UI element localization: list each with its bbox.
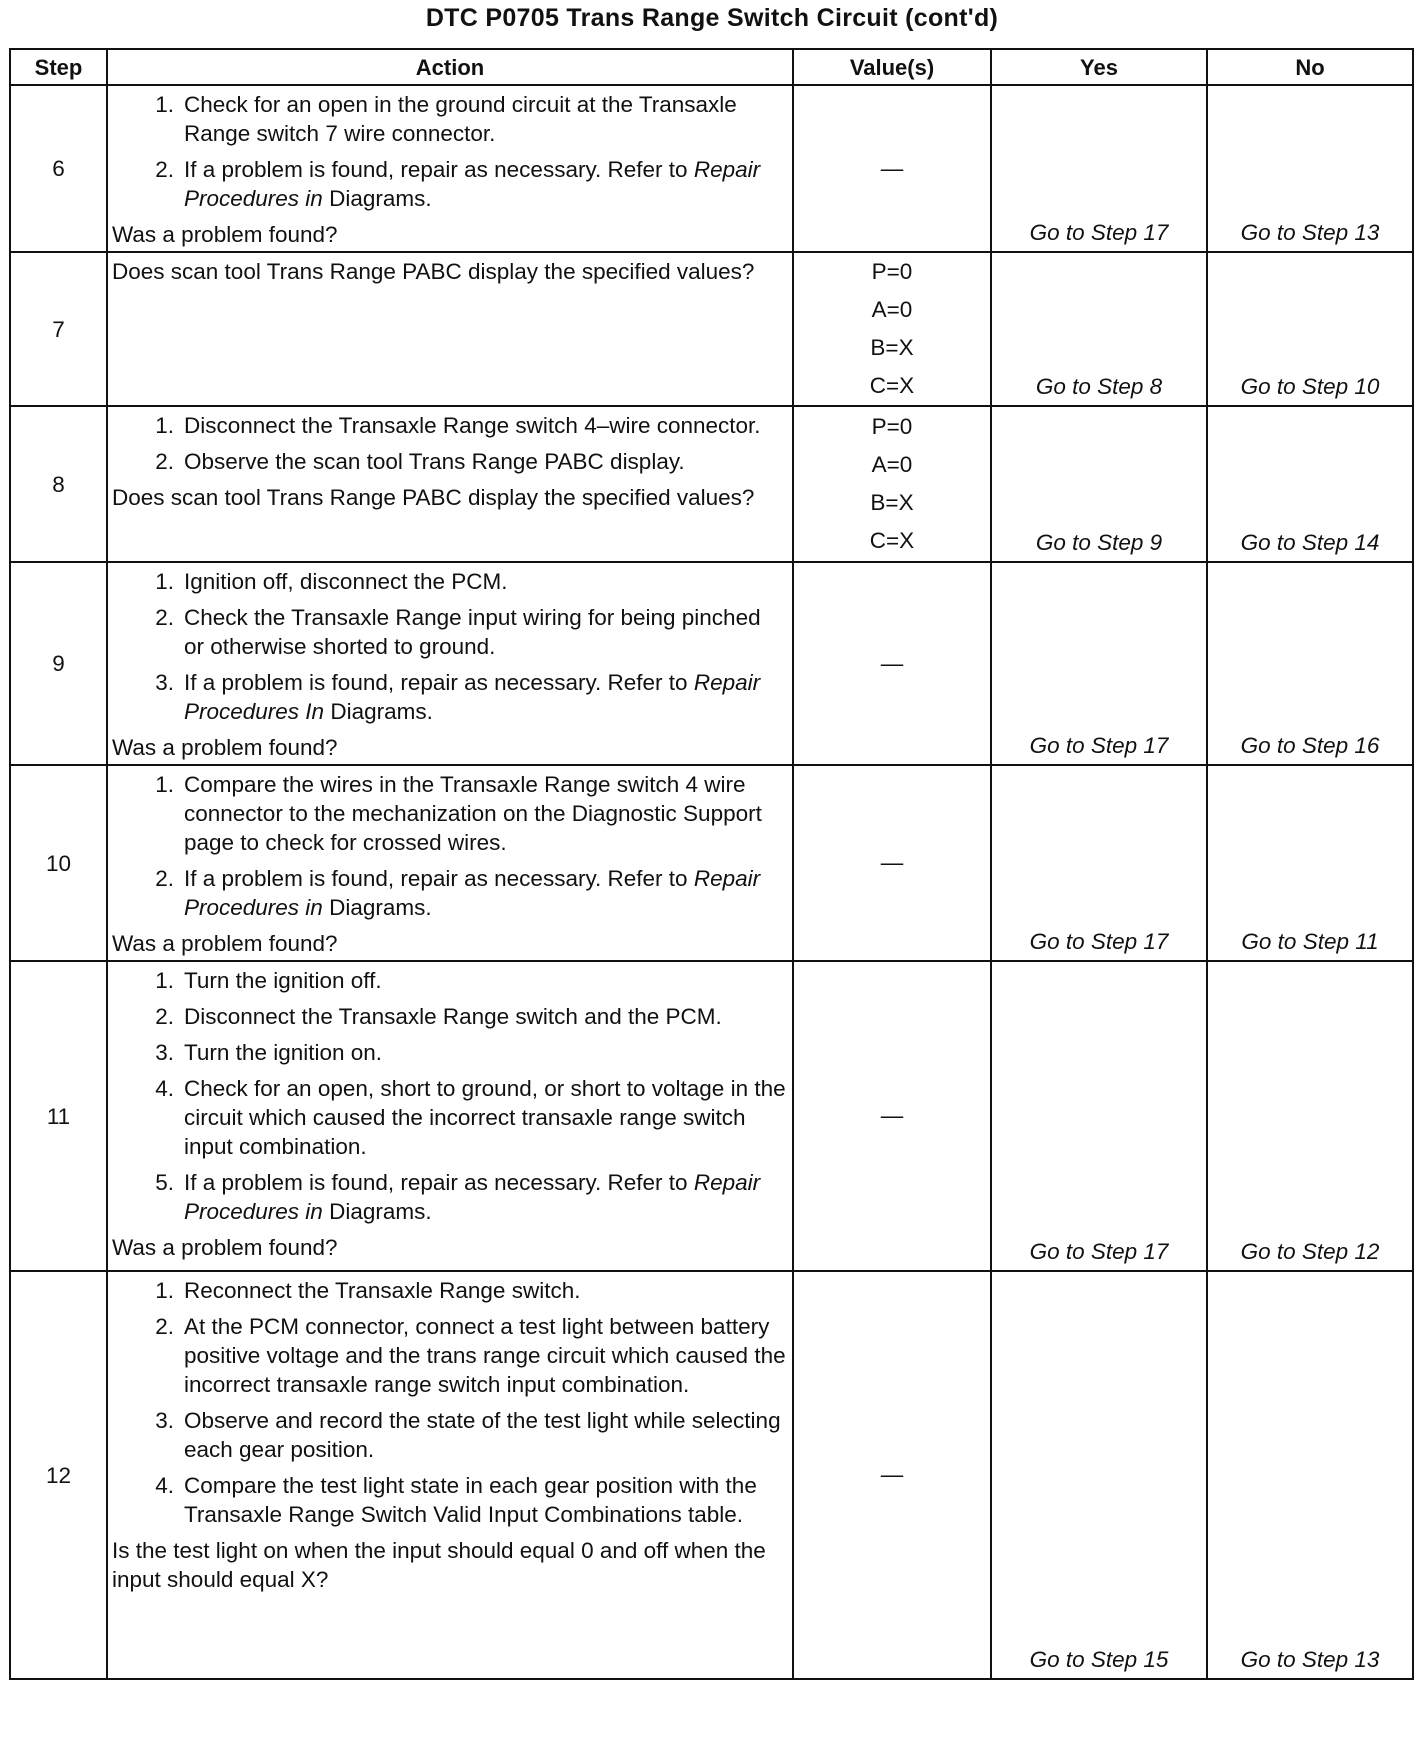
- no-result: Go to Step 16: [1207, 562, 1413, 765]
- value-entry: —: [880, 850, 904, 875]
- action-step: [112, 90, 786, 148]
- action-step-text: At the PCM connector, connect a test light between battery positive voltage and the trans range circuit which caused the incorrect transaxle range switch input combination.: [184, 1314, 786, 1397]
- action-step-text: Reconnect the Transaxle Range switch.: [184, 1278, 581, 1303]
- values-cell: [793, 562, 991, 765]
- value-entry: C=X: [869, 528, 915, 553]
- table-row: [10, 562, 1413, 765]
- header-no: No: [1207, 49, 1413, 85]
- action-cell: [107, 406, 793, 562]
- action-question: Was a problem found?: [112, 1235, 338, 1260]
- action-step-text: Turn the ignition on.: [184, 1040, 383, 1065]
- action-step: [112, 770, 786, 857]
- action-cell: [107, 765, 793, 961]
- action-step: [112, 1168, 786, 1226]
- action-step-number: 2.: [155, 1314, 174, 1339]
- yes-result: Go to Step 17: [991, 85, 1207, 252]
- action-step-text: Observe the scan tool Trans Range PABC display.: [184, 449, 685, 474]
- action-step: [112, 447, 786, 476]
- step-number: 7: [10, 252, 107, 406]
- action-step-number: 4.: [155, 1473, 174, 1498]
- table-row: [10, 765, 1413, 961]
- yes-result: Go to Step 9: [991, 406, 1207, 562]
- table-row: [10, 406, 1413, 562]
- action-step-reference: Repair Procedures in: [184, 866, 761, 920]
- action-step-number: 1.: [155, 92, 174, 117]
- action-step-number: 5.: [155, 1170, 174, 1195]
- action-cell: [107, 961, 793, 1271]
- step-number: 6: [10, 85, 107, 252]
- action-step: [112, 603, 786, 661]
- action-step-text: If a problem is found, repair as necessary. Refer to Repair Procedures in Diagrams.: [184, 866, 761, 920]
- action-step: [112, 1038, 786, 1067]
- action-step: [112, 668, 786, 726]
- action-step-text: Turn the ignition off.: [184, 968, 382, 993]
- action-question: Was a problem found?: [112, 735, 338, 760]
- action-question: Was a problem found?: [112, 931, 338, 956]
- action-step-number: 2.: [155, 449, 174, 474]
- action-step: [112, 411, 786, 440]
- action-step-reference: Repair Procedures in: [184, 1170, 761, 1224]
- action-step-text: Ignition off, disconnect the PCM.: [184, 569, 508, 594]
- value-entry: A=0: [871, 297, 913, 322]
- action-step: [112, 1276, 786, 1305]
- action-step-number: 1.: [155, 569, 174, 594]
- values-cell: [793, 252, 991, 406]
- value-entry: —: [880, 650, 904, 676]
- values-cell: [793, 765, 991, 961]
- action-step-number: 3.: [155, 1408, 174, 1433]
- action-question: Does scan tool Trans Range PABC display the specified values?: [112, 485, 755, 510]
- action-step: [112, 1074, 786, 1161]
- action-step-number: 2.: [155, 157, 174, 182]
- action-question: Was a problem found?: [112, 222, 338, 247]
- action-step-text: If a problem is found, repair as necessary. Refer to Repair Procedures In Diagrams.: [184, 670, 761, 724]
- action-step: [112, 864, 786, 922]
- action-step-text: Check the Transaxle Range input wiring for being pinched or otherwise shorted to ground.: [184, 605, 761, 659]
- value-entry: P=0: [871, 414, 913, 439]
- action-step-number: 2.: [155, 1004, 174, 1029]
- value-entry: B=X: [870, 490, 914, 515]
- action-cell: [107, 562, 793, 765]
- header-values: Value(s): [793, 49, 991, 85]
- action-step-text: Disconnect the Transaxle Range switch 4–wire connector.: [184, 413, 761, 438]
- value-entry: —: [880, 1462, 904, 1487]
- action-step-text: If a problem is found, repair as necessary. Refer to Repair Procedures in Diagrams.: [184, 1170, 761, 1224]
- action-cell: [107, 252, 793, 406]
- value-entry: A=0: [871, 452, 913, 477]
- action-cell: [107, 85, 793, 252]
- action-step-text: Compare the test light state in each gear position with the Transaxle Range Switch Valid Input Combinations table.: [184, 1473, 757, 1527]
- action-step-text: If a problem is found, repair as necessary. Refer to Repair Procedures in Diagrams.: [184, 157, 761, 211]
- value-entry: —: [880, 155, 904, 181]
- action-step-number: 4.: [155, 1076, 174, 1101]
- table-row: [10, 1271, 1413, 1679]
- values-cell: [793, 406, 991, 562]
- page-title: DTC P0705 Trans Range Switch Circuit (cont'd): [425, 4, 999, 32]
- yes-result: Go to Step 17: [991, 765, 1207, 961]
- step-number: 11: [10, 961, 107, 1271]
- yes-result: Go to Step 8: [991, 252, 1207, 406]
- values-cell: [793, 85, 991, 252]
- no-result: Go to Step 13: [1207, 1271, 1413, 1679]
- action-step-reference: Repair Procedures In: [184, 670, 761, 724]
- value-entry: P=0: [871, 259, 913, 284]
- action-step-text: Check for an open, short to ground, or short to voltage in the circuit which caused the incorrect transaxle range switch input combination.: [184, 1076, 786, 1159]
- action-step-number: 1.: [155, 1278, 174, 1303]
- action-step-number: 2.: [155, 866, 174, 891]
- values-cell: [793, 1271, 991, 1679]
- step-number: 8: [10, 406, 107, 562]
- action-cell: [107, 1271, 793, 1679]
- action-step: [112, 1471, 786, 1529]
- action-step-text: Check for an open in the ground circuit at the Transaxle Range switch 7 wire connector.: [184, 92, 737, 146]
- diagnostic-table: [9, 48, 1414, 1680]
- action-step-number: 1.: [155, 413, 174, 438]
- action-step: [112, 567, 786, 596]
- action-step-text: Disconnect the Transaxle Range switch and the PCM.: [184, 1004, 722, 1029]
- value-entry: —: [880, 1103, 904, 1128]
- no-result: Go to Step 12: [1207, 961, 1413, 1271]
- no-result: Go to Step 13: [1207, 85, 1413, 252]
- header-action: Action: [107, 49, 793, 85]
- action-step: [112, 966, 786, 995]
- value-entry: B=X: [870, 335, 914, 360]
- action-step: [112, 1312, 786, 1399]
- action-step-number: 1.: [155, 772, 174, 797]
- action-question: Is the test light on when the input should equal 0 and off when the input should equal X?: [112, 1538, 766, 1592]
- value-entry: C=X: [869, 373, 915, 398]
- step-number: 10: [10, 765, 107, 961]
- no-result: Go to Step 10: [1207, 252, 1413, 406]
- action-step: [112, 1002, 786, 1031]
- yes-result: Go to Step 15: [991, 1271, 1207, 1679]
- step-number: 12: [10, 1271, 107, 1679]
- action-step-number: 3.: [155, 1040, 174, 1065]
- table-row: [10, 252, 1413, 406]
- no-result: Go to Step 14: [1207, 406, 1413, 562]
- table-body: [10, 85, 1413, 1679]
- yes-result: Go to Step 17: [991, 961, 1207, 1271]
- header-step: Step: [10, 49, 107, 85]
- action-step: [112, 155, 786, 213]
- action-step-text: Observe and record the state of the test light while selecting each gear position.: [184, 1408, 781, 1462]
- table-header-row: [10, 49, 1413, 85]
- no-result: Go to Step 11: [1207, 765, 1413, 961]
- action-step-reference: Repair Procedures in: [184, 157, 761, 211]
- table-row: [10, 961, 1413, 1271]
- yes-result: Go to Step 17: [991, 562, 1207, 765]
- values-cell: [793, 961, 991, 1271]
- step-number: 9: [10, 562, 107, 765]
- table-row: [10, 85, 1413, 252]
- action-question: Does scan tool Trans Range PABC display the specified values?: [112, 259, 755, 284]
- action-step-number: 1.: [155, 968, 174, 993]
- action-step-text: Compare the wires in the Transaxle Range switch 4 wire connector to the mechanization on the Diagnostic Support page to check for crossed wires.: [184, 772, 762, 855]
- action-step: [112, 1406, 786, 1464]
- action-step-number: 2.: [155, 605, 174, 630]
- header-yes: Yes: [991, 49, 1207, 85]
- action-step-number: 3.: [155, 670, 174, 695]
